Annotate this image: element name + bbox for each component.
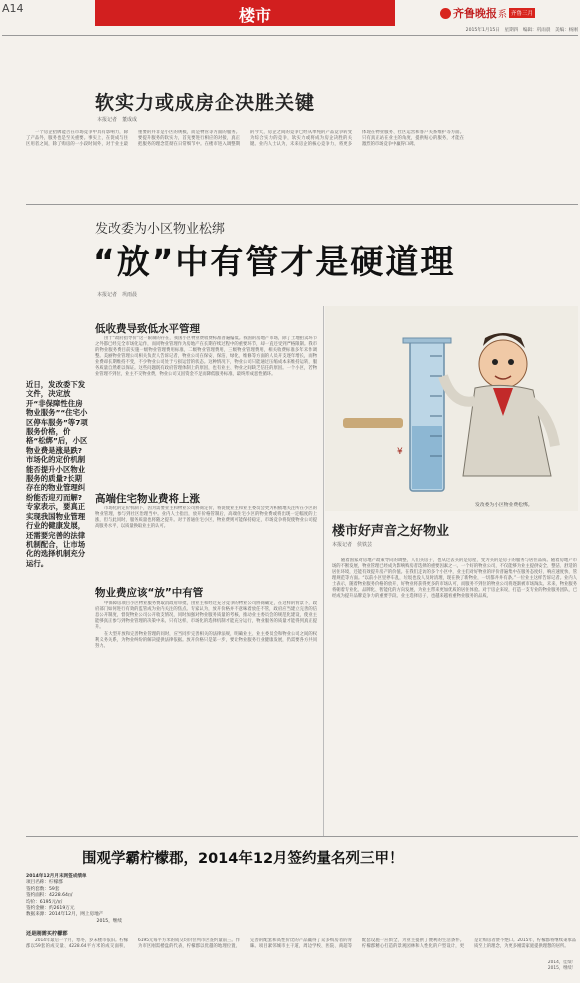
section2-text: 市场化的定价机制下，因为需要业主和物业公司协商定价，将促使业主和业主委员会更为积极地关注所在小区的物业管理，参与到社区治理当中。业内人士指出，放开价格管制后，高端住宅小区的物业费或将出现一定幅度的上涨，但与此同时，服务质量也将随之提升。对于普通住宅小区，物业费则可能保持稳定，市场竞争将促使物业公司提高服务水平，以质量换取业主的认可。 xyxy=(95,506,317,529)
article2-bottom-rule xyxy=(26,836,578,837)
article2-byline: 本报记者 巩雨晨 xyxy=(97,292,138,298)
article4-subheading: 还是刚需买柠檬郡 xyxy=(26,931,68,937)
stats-row-4: 签约金额：约2619万元 xyxy=(26,906,75,912)
section3-body xyxy=(95,601,317,831)
stats-row-1: 签约套数：59套 xyxy=(26,886,60,892)
section-title: 楼市 xyxy=(238,6,271,25)
section3-text: 中保障房项目小区物业服务费取消政府审批，由业主和经过充分竞争的物业公司协商确定，在这样的背景下，政府部门如何进行有效的监管成为业内关注的焦点。专家认为，放开价格并不意味着放任不管，政府应当建立完善的信息公开制度，督促物业公司公开收支情况，同时加强对物业服务质量的考核，推动业主委员会的规范化建设，使业主能够真正参与到物业管理的决策中来。只有这样，市场化的选择机制才能充分运行，物业服务的质量才能得到真正提升。 xyxy=(95,601,317,630)
stats-row-2: 签约面积：4228.64㎡ xyxy=(26,893,73,899)
article4-signoff: 2014，佳绩！ 2015，继续！ xyxy=(520,960,576,980)
article3-body xyxy=(332,558,577,828)
stats-row-0: 项目名称：柠檬郡 xyxy=(26,880,63,886)
section3-text2: 在大型开放和完善物业管理的同时，应当同步完善相关的法律法规，明确业主、业主委员会和物业公司之间的权利义务关系，为物业纠纷的解决提供法律依据。放开价格只是第一步，要让物业服务行业健康发展，仍需要各方共同努力。 xyxy=(95,632,317,649)
date-line: 2015年1月15日 星期四 编辑：巩雨晨 美编：杨刚 xyxy=(465,28,578,33)
article3-byline: 本报记者 侯铁芸 xyxy=(332,542,373,548)
page-number: A14 xyxy=(2,2,24,15)
stats-row-5: 数据来源：2014年12月，网上房地产 xyxy=(26,912,104,918)
section1-heading: 低收费导致低水平管理 xyxy=(95,323,200,335)
stats-row-3: 均价：6195元/㎡ xyxy=(26,899,63,905)
column-divider xyxy=(323,306,324,836)
illustration xyxy=(325,306,578,511)
section3-heading: 物业费应该“放”中有管 xyxy=(95,587,204,599)
article4-text: 2014年最后一个月，寒冬，岁末楼市依旧。柠檬郡以59套的成交量、4228.64平方米的成交面积、6195元每平方米的成交均价位列市区签约量前三。作为市区刚需楼盘的代表，柠檬郡以优越的地理位置、完善的配套和高性价比的产品赢得了众多购房者的青睐。项目紧邻城市主干道，周边学校、医院、商超等配套设施一应俱全，为业主提供了便利的生活条件。柠檬郡精心打造的景观园林和人性化的户型设计，更是让购房者赞不绝口。2015年，柠檬郡将继续秉承品质至上的理念，为更多刚需家庭提供理想的居所。 xyxy=(26,938,576,949)
article1-body xyxy=(26,130,576,200)
article3-title: 楼市好声音之好物业 xyxy=(332,524,450,539)
section1-text: 由于“政府指导价”这一限制的存在，我国小区物业费收费标准普遍偏低。我国的房地产市场，除了土地拍卖环节之外都已经完全市场化运作，而同物业管理作为房地产在长期存续过程中的重要环节，却一直还受到严格限制。我市的物业服务费目前实施一级物业管理费用标准，二级物业管理费用，三级物业管理费用，相关收费标准多年未作调整。美丽物业管理公司相关负责人告诉记者，物业公司在保安、保洁、绿化、维修等方面的人员开支逐年增长，而物业费却长期维持不变，不少物业公司处于亏损运营的状态。这种情况下，物业公司只能通过压缩成本来维持运转，服务质量自然难以保证。这些问题既有政府管理体制上的原因，也有业主、物业之间缺乏信任的原因。一个小区，若物业管理不到位，业主不交物业费，物业公司又因资金不足而降低服务标准，最终形成恶性循环。 xyxy=(95,336,317,377)
header-rule xyxy=(2,35,578,36)
article3-text: 随着国家对房地产政策导向的调整，人们买房子，也从过去买的是房屋，变为买的是房子的服务与居住品质。随着房地产市场的不断发展，物业管理已经成为影响购房者选择的重要因素之一。一个好的物业公司，不仅能够为业主提供安全、整洁、舒适的居住环境，还能有效提升房产的价值。在我们走访的多个小区中，业主们对好物业的评价普遍集中在服务态度好、响应速度快、管理规范等方面。“以前小区里停车乱，垃圾也没人及时清理，现在换了新物业，一切都井井有条。”一位业主这样告诉记者。业内人士表示，随着物业服务价格的放开，好物业将获得更多的市场认可，而服务不到位的物业公司将逐渐被市场淘汰。未来，物业服务将朝着专业化、品牌化、智能化的方向发展，为业主带来更加优质的居住体验。对于房企来说，打造一支专业的物业服务团队，已经成为提升品牌竞争力的重要手段。业主选择房子，也越来越看重物业服务的品质。 xyxy=(332,558,577,599)
article1-title: 软实力或成房企决胜关键 xyxy=(95,92,316,114)
brand-badge: 齐鲁三月 xyxy=(509,8,535,18)
article1-rule xyxy=(26,204,578,205)
article4-title: 围观学霸柠檬郡，2014年12月签约量名列三甲！ xyxy=(82,851,404,867)
stats-box xyxy=(26,874,122,928)
sun-icon xyxy=(440,8,451,19)
brand-name: 齐鲁晚报 xyxy=(453,7,497,20)
article1-byline: 本报记者 董成成 xyxy=(97,117,138,123)
article1-text: 一个房企招牌能否在市场竞争中具有影响力，除了产品外，服务也是至关重要。事实上，在促成与住区用者之间，除了购房的一小段时间外，对于业主最重要的并非是小区的规模，而是物管等方面的服务。要提升服务的软实力，首先要进行相应的对接，真正把服务的理念贯彻在日常细节中。在楼市进入调整期的今天，房企之间的竞争已经从单纯的产品竞争转变为综合实力的竞争，软实力或将成为房企决胜的关键。业内人士认为，未来房企的核心竞争力，将更多体现在物业服务、社区运营和客户关系维护等方面。只有真正站在业主的角度，提供贴心的服务，才能在激烈的市场竞争中赢得口碑。 xyxy=(26,130,464,147)
illustration-tag: ¥ xyxy=(397,447,403,457)
section2-heading: 高端住宅物业费将上涨 xyxy=(95,493,200,505)
article2-kicker: 发改委为小区物业松绑 xyxy=(95,222,226,237)
brand-suffix: 系 xyxy=(498,9,508,20)
image-caption: 发改委为小区物业费松绑。 xyxy=(475,503,533,508)
section2-body xyxy=(95,506,317,581)
article2-title: “放”中有管才是硬道理 xyxy=(93,242,456,281)
article4-body xyxy=(26,938,576,980)
brand-logo xyxy=(440,5,535,21)
stats-row-6: 2015，继续 xyxy=(96,918,122,924)
article2-lead: 近日，发改委下发文件，决定放开“非保障性住房物业服务”“住宅小区停车服务”等7项服务价格，价格“松绑”后，小区物业费是涨是跌?市场化的定价机制能否提升小区物业服务的质量?长期存在的物业管理纠纷能否迎刃而解?专家表示，要真正实现我国物业管理行业的健康发展，还需要完善的法律机制配合，让市场化的选择机制充分运行。 xyxy=(26,380,88,568)
illustration-drawing xyxy=(325,306,578,511)
section1-body xyxy=(95,336,317,484)
stats-title: 2014年12月月末网签成绩单 xyxy=(26,874,87,879)
